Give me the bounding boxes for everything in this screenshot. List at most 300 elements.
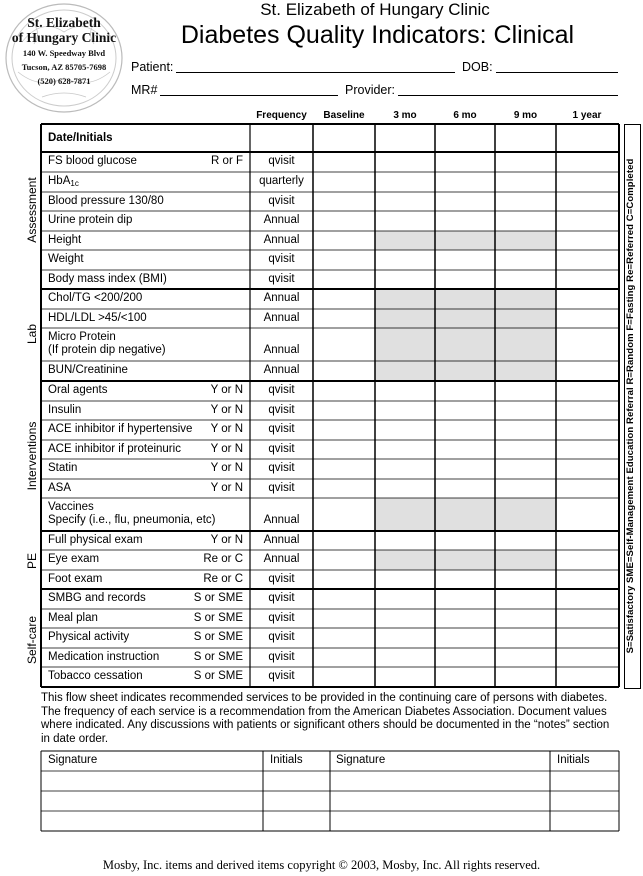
mr-field[interactable] (160, 95, 338, 96)
frequency-cell (250, 498, 313, 531)
frequency-cell (250, 328, 313, 361)
frequency-value: qvisit (268, 423, 295, 435)
frequency-cell (250, 172, 313, 192)
indicator-item (41, 211, 250, 231)
indicator-code: S or SME (193, 631, 243, 643)
table-row (41, 648, 619, 667)
entry-cell[interactable] (435, 381, 495, 401)
table-row (41, 479, 619, 498)
frequency-cell (250, 570, 313, 589)
entry-cell[interactable] (313, 401, 375, 420)
indicator-item (41, 479, 250, 498)
entry-cell[interactable] (495, 172, 556, 192)
entry-cell[interactable] (375, 648, 435, 667)
indicator-item (41, 648, 250, 667)
entry-cell[interactable] (375, 401, 435, 420)
table-row (41, 531, 619, 550)
entry-cell[interactable] (556, 440, 619, 459)
entry-cell[interactable] (375, 420, 435, 440)
frequency-cell (250, 420, 313, 440)
entry-cell[interactable] (375, 498, 435, 531)
logo-phone: (520) 628-7871 (37, 76, 91, 86)
entry-cell[interactable] (435, 589, 495, 609)
entry-cell[interactable] (556, 172, 619, 192)
indicator-item (41, 381, 250, 401)
frequency-cell (250, 609, 313, 628)
entry-cell[interactable] (375, 328, 435, 361)
entry-cell[interactable] (375, 361, 435, 381)
entry-cell[interactable] (495, 152, 556, 172)
entry-cell[interactable] (435, 550, 495, 570)
col-header-frequency: Frequency (256, 110, 307, 121)
table-row (41, 459, 619, 479)
entry-cell[interactable] (556, 459, 619, 479)
entry-cell[interactable] (495, 531, 556, 550)
frequency-value: Annual (263, 312, 300, 324)
entry-cell[interactable] (313, 192, 375, 211)
table-row (41, 211, 619, 231)
entry-cell[interactable] (435, 648, 495, 667)
indicator-code: Y or N (210, 443, 243, 455)
col-header-baseline: Baseline (323, 110, 365, 121)
indicator-code: S or SME (193, 612, 243, 624)
entry-cell[interactable] (495, 361, 556, 381)
entry-cell[interactable] (375, 589, 435, 609)
indicator-label: Physical activity (48, 631, 130, 643)
indicator-item (41, 498, 250, 531)
indicator-item (41, 459, 250, 479)
entry-cell[interactable] (495, 270, 556, 289)
entry-cell[interactable] (495, 309, 556, 328)
entry-cell[interactable] (435, 498, 495, 531)
entry-cell[interactable] (495, 440, 556, 459)
indicator-item (41, 531, 250, 550)
frequency-cell (250, 589, 313, 609)
patient-label: Patient: (131, 60, 174, 74)
entry-cell[interactable] (375, 381, 435, 401)
entry-cell[interactable] (313, 479, 375, 498)
entry-cell[interactable] (375, 250, 435, 270)
entry-cell[interactable] (313, 152, 375, 172)
entry-cell[interactable] (435, 609, 495, 628)
entry-cell[interactable] (435, 289, 495, 309)
entry-cell[interactable] (495, 589, 556, 609)
frequency-cell (250, 192, 313, 211)
clinic-name: St. Elizabeth of Hungary Clinic (260, 0, 490, 19)
frequency-value: qvisit (268, 612, 295, 624)
frequency-cell (250, 628, 313, 648)
entry-cell[interactable] (375, 172, 435, 192)
entry-cell[interactable] (556, 498, 619, 531)
clinic-logo-seal (2, 2, 126, 114)
frequency-cell (250, 550, 313, 570)
entry-cell[interactable] (495, 459, 556, 479)
indicator-item (41, 570, 250, 589)
frequency-value: qvisit (268, 384, 295, 396)
entry-cell[interactable] (495, 628, 556, 648)
entry-cell[interactable] (313, 270, 375, 289)
indicator-item (41, 440, 250, 459)
indicator-item (41, 270, 250, 289)
entry-cell[interactable] (313, 498, 375, 531)
entry-cell[interactable] (375, 211, 435, 231)
entry-cell[interactable] (375, 667, 435, 687)
entry-cell[interactable] (556, 192, 619, 211)
entry-cell[interactable] (313, 361, 375, 381)
entry-cell[interactable] (556, 420, 619, 440)
indicator-code: Y or N (210, 462, 243, 474)
indicator-label: Insulin (48, 404, 82, 416)
frequency-value: Annual (263, 344, 300, 356)
entry-cell[interactable] (556, 211, 619, 231)
indicator-label: Chol/TG <200/200 (48, 292, 143, 304)
frequency-value: Annual (263, 553, 300, 565)
initials-header-1: Initials (270, 754, 303, 766)
entry-cell[interactable] (375, 270, 435, 289)
indicator-item (41, 628, 250, 648)
entry-cell[interactable] (556, 628, 619, 648)
entry-cell[interactable] (435, 361, 495, 381)
frequency-cell (250, 479, 313, 498)
entry-cell[interactable] (313, 570, 375, 589)
indicator-label: Foot exam (48, 573, 103, 585)
signature-header-2: Signature (336, 754, 386, 766)
entry-cell[interactable] (375, 531, 435, 550)
logo-name-line1: St. Elizabeth (27, 15, 101, 30)
frequency-value: qvisit (268, 155, 295, 167)
entry-cell[interactable] (375, 192, 435, 211)
indicator-item (41, 550, 250, 570)
frequency-cell (250, 648, 313, 667)
frequency-cell (250, 211, 313, 231)
entry-cell[interactable] (556, 270, 619, 289)
table-row (41, 570, 619, 589)
indicator-label: HDL/LDL >45/<100 (48, 312, 147, 324)
entry-cell[interactable] (435, 309, 495, 328)
entry-cell[interactable] (313, 459, 375, 479)
entry-cell[interactable] (435, 172, 495, 192)
entry-cell[interactable] (556, 361, 619, 381)
entry-cell[interactable] (435, 440, 495, 459)
entry-cell[interactable] (375, 609, 435, 628)
entry-cell[interactable] (556, 231, 619, 250)
indicator-label: ACE inhibitor if hypertensive (48, 423, 193, 435)
entry-cell[interactable] (313, 328, 375, 361)
indicator-label: Meal plan (48, 612, 98, 624)
frequency-value: qvisit (268, 651, 295, 663)
frequency-value: qvisit (268, 573, 295, 585)
entry-cell[interactable] (495, 192, 556, 211)
entry-cell[interactable] (495, 211, 556, 231)
entry-cell[interactable] (435, 401, 495, 420)
entry-cell[interactable] (375, 479, 435, 498)
indicator-label: ACE inhibitor if proteinuric (48, 443, 181, 455)
indicator-item (41, 309, 250, 328)
signature-header-1: Signature (48, 754, 98, 766)
entry-cell[interactable] (435, 628, 495, 648)
indicator-item (41, 192, 250, 211)
entry-cell[interactable] (313, 250, 375, 270)
indicator-code: S or SME (193, 651, 243, 663)
entry-cell[interactable] (435, 211, 495, 231)
frequency-value: Annual (263, 234, 300, 246)
copyright-notice: Mosby, Inc. items and derived items copyright © 2003, Mosby, Inc. All rights reserved. (102, 858, 541, 872)
entry-cell[interactable] (375, 570, 435, 589)
frequency-value: Annual (263, 292, 300, 304)
entry-cell[interactable] (495, 570, 556, 589)
indicator-item (41, 152, 250, 172)
indicator-label-line2: Specify (i.e., flu, pneumonia, etc) (48, 514, 216, 526)
indicator-label: BUN/Creatinine (48, 364, 128, 376)
entry-cell[interactable] (313, 648, 375, 667)
table-row (41, 172, 619, 192)
entry-cell[interactable] (313, 667, 375, 687)
entry-cell[interactable] (313, 231, 375, 250)
section-label-assessment: Assessment (25, 177, 39, 243)
indicator-code: S or SME (193, 592, 243, 604)
initials-header-2: Initials (557, 754, 590, 766)
entry-cell[interactable] (556, 250, 619, 270)
table-row (41, 550, 619, 570)
indicator-label: Micro Protein (48, 331, 116, 343)
frequency-cell (250, 667, 313, 687)
entry-cell[interactable] (556, 381, 619, 401)
entry-cell[interactable] (313, 628, 375, 648)
entry-cell[interactable] (375, 550, 435, 570)
entry-cell[interactable] (313, 420, 375, 440)
dob-field[interactable] (496, 72, 618, 73)
frequency-cell (250, 381, 313, 401)
frequency-cell (250, 401, 313, 420)
section-label-pe: PE (25, 553, 39, 570)
indicator-label: Body mass index (BMI) (48, 273, 167, 285)
indicator-label: Full physical exam (48, 534, 143, 546)
entry-cell[interactable] (495, 667, 556, 687)
indicator-item (41, 250, 250, 270)
entry-cell[interactable] (313, 550, 375, 570)
indicator-item (41, 172, 250, 192)
provider-label: Provider: (345, 83, 396, 97)
section-label-lab: Lab (25, 323, 39, 345)
quality-indicators-table (41, 124, 619, 687)
entry-cell[interactable] (375, 628, 435, 648)
logo-name-line2: of Hungary Clinic (11, 30, 117, 45)
entry-cell[interactable] (435, 250, 495, 270)
entry-cell[interactable] (375, 231, 435, 250)
indicator-label: Eye exam (48, 553, 100, 565)
indicator-label: Vaccines (48, 501, 94, 513)
entry-cell[interactable] (556, 609, 619, 628)
frequency-value: Annual (263, 514, 300, 526)
table-row (41, 589, 619, 609)
col-header-9mo: 9 mo (513, 110, 538, 121)
indicator-code: R or F (211, 155, 243, 167)
table-row (41, 381, 619, 401)
entry-cell[interactable] (313, 289, 375, 309)
entry-cell[interactable] (495, 479, 556, 498)
indicator-code: Re or C (203, 553, 243, 565)
entry-cell[interactable] (495, 381, 556, 401)
table-row (41, 289, 619, 309)
indicator-label: Statin (48, 462, 78, 474)
indicator-label: Urine protein dip (48, 214, 133, 226)
frequency-value: qvisit (268, 443, 295, 455)
logo-address-line2: Tucson, AZ 85705-7698 (21, 62, 107, 72)
entry-cell[interactable] (313, 211, 375, 231)
provider-field[interactable] (398, 95, 618, 96)
entry-cell[interactable] (435, 479, 495, 498)
dob-label: DOB: (462, 60, 493, 74)
entry-cell[interactable] (435, 459, 495, 479)
entry-cell[interactable] (556, 479, 619, 498)
entry-cell[interactable] (313, 440, 375, 459)
form-title: Diabetes Quality Indicators: Clinical (180, 21, 575, 49)
indicator-item (41, 328, 250, 361)
frequency-value: qvisit (268, 592, 295, 604)
col-header-6mo: 6 mo (453, 110, 477, 121)
frequency-value: qvisit (268, 670, 295, 682)
indicator-label: Medication instruction (48, 651, 160, 663)
col-header-1year: 1 year (572, 110, 602, 121)
entry-cell[interactable] (556, 289, 619, 309)
table-row (41, 270, 619, 289)
entry-cell[interactable] (375, 459, 435, 479)
entry-cell[interactable] (495, 401, 556, 420)
indicator-label: ASA (48, 482, 72, 494)
entry-cell[interactable] (556, 152, 619, 172)
table-row (41, 309, 619, 328)
entry-cell[interactable] (435, 270, 495, 289)
entry-cell[interactable] (313, 609, 375, 628)
entry-cell[interactable] (495, 609, 556, 628)
frequency-cell (250, 270, 313, 289)
table-row (41, 231, 619, 250)
indicator-code: Y or N (210, 404, 243, 416)
frequency-value: qvisit (268, 404, 295, 416)
table-row (41, 192, 619, 211)
indicator-label: HbA (48, 175, 71, 187)
entry-cell[interactable] (435, 531, 495, 550)
entry-cell[interactable] (556, 589, 619, 609)
table-row (41, 628, 619, 648)
entry-cell[interactable] (435, 152, 495, 172)
frequency-value: qvisit (268, 631, 295, 643)
frequency-value: Annual (263, 364, 300, 376)
entry-cell[interactable] (556, 309, 619, 328)
abbreviation-legend: S=Satisfactory SME=Self-Management Education Referral R=Random F=Fasting Re=Referred C=Completed (625, 158, 636, 654)
entry-cell[interactable] (435, 192, 495, 211)
patient-field[interactable] (176, 72, 455, 73)
section-label-interventions: Interventions (25, 421, 39, 491)
table-row (41, 420, 619, 440)
table-row (41, 440, 619, 459)
entry-cell[interactable] (435, 570, 495, 589)
indicator-code: Y or N (210, 384, 243, 396)
entry-cell[interactable] (556, 667, 619, 687)
entry-cell[interactable] (556, 648, 619, 667)
frequency-cell (250, 231, 313, 250)
entry-cell[interactable] (313, 531, 375, 550)
frequency-cell (250, 309, 313, 328)
indicator-code: Y or N (210, 534, 243, 546)
entry-cell[interactable] (556, 550, 619, 570)
indicator-item (41, 289, 250, 309)
frequency-cell (250, 289, 313, 309)
indicator-item (41, 361, 250, 381)
entry-cell[interactable] (435, 231, 495, 250)
entry-cell[interactable] (495, 250, 556, 270)
entry-cell[interactable] (313, 589, 375, 609)
entry-cell[interactable] (313, 172, 375, 192)
entry-cell[interactable] (495, 498, 556, 531)
frequency-cell (250, 459, 313, 479)
indicator-code: Re or C (203, 573, 243, 585)
indicator-code: Y or N (210, 423, 243, 435)
table-row (41, 401, 619, 420)
frequency-cell (250, 531, 313, 550)
indicator-subscript: 1c (70, 179, 79, 188)
mr-label: MR# (131, 83, 158, 97)
indicator-label: Tobacco cessation (48, 670, 143, 682)
indicator-label: Oral agents (48, 384, 108, 396)
entry-cell[interactable] (435, 328, 495, 361)
indicator-code: S or SME (193, 670, 243, 682)
entry-cell[interactable] (375, 440, 435, 459)
indicator-item (41, 589, 250, 609)
frequency-cell (250, 440, 313, 459)
entry-cell[interactable] (375, 309, 435, 328)
frequency-value: qvisit (268, 195, 295, 207)
col-header-3mo: 3 mo (393, 110, 417, 121)
entry-cell[interactable] (556, 531, 619, 550)
indicator-item (41, 420, 250, 440)
frequency-value: qvisit (268, 253, 295, 265)
table-row (41, 152, 619, 172)
table-row (41, 250, 619, 270)
indicator-item (41, 667, 250, 687)
frequency-value: Annual (263, 534, 300, 546)
date-initials-row (41, 124, 619, 152)
indicator-label: Blood pressure 130/80 (48, 195, 164, 207)
indicator-label: FS blood glucose (48, 155, 137, 167)
entry-cell[interactable] (313, 309, 375, 328)
entry-cell[interactable] (495, 328, 556, 361)
entry-cell[interactable] (435, 667, 495, 687)
entry-cell[interactable] (435, 420, 495, 440)
indicator-item (41, 401, 250, 420)
entry-cell[interactable] (556, 328, 619, 361)
entry-cell[interactable] (556, 401, 619, 420)
entry-cell[interactable] (313, 381, 375, 401)
indicator-label-line2: (If protein dip negative) (48, 344, 166, 356)
indicator-item (41, 609, 250, 628)
table-row (41, 361, 619, 381)
entry-cell[interactable] (495, 420, 556, 440)
section-label-selfcare: Self-care (25, 615, 39, 665)
indicator-code: Y or N (210, 482, 243, 494)
entry-cell[interactable] (495, 231, 556, 250)
flow-sheet-note: This flow sheet indicates recommended services to be provided in the continuing care of persons with diabetes. The frequency of each service is a recommendation from the American Diabetes Association. Document values where indicated. Any discussions with patients or significant others should be documented in the “notes” section in date order. (41, 692, 610, 745)
entry-cell[interactable] (375, 152, 435, 172)
entry-cell[interactable] (495, 550, 556, 570)
entry-cell[interactable] (495, 289, 556, 309)
entry-cell[interactable] (556, 570, 619, 589)
frequency-value: qvisit (268, 482, 295, 494)
entry-cell[interactable] (375, 289, 435, 309)
entry-cell[interactable] (495, 648, 556, 667)
indicator-label: SMBG and records (48, 592, 146, 604)
signature-table (41, 751, 619, 831)
